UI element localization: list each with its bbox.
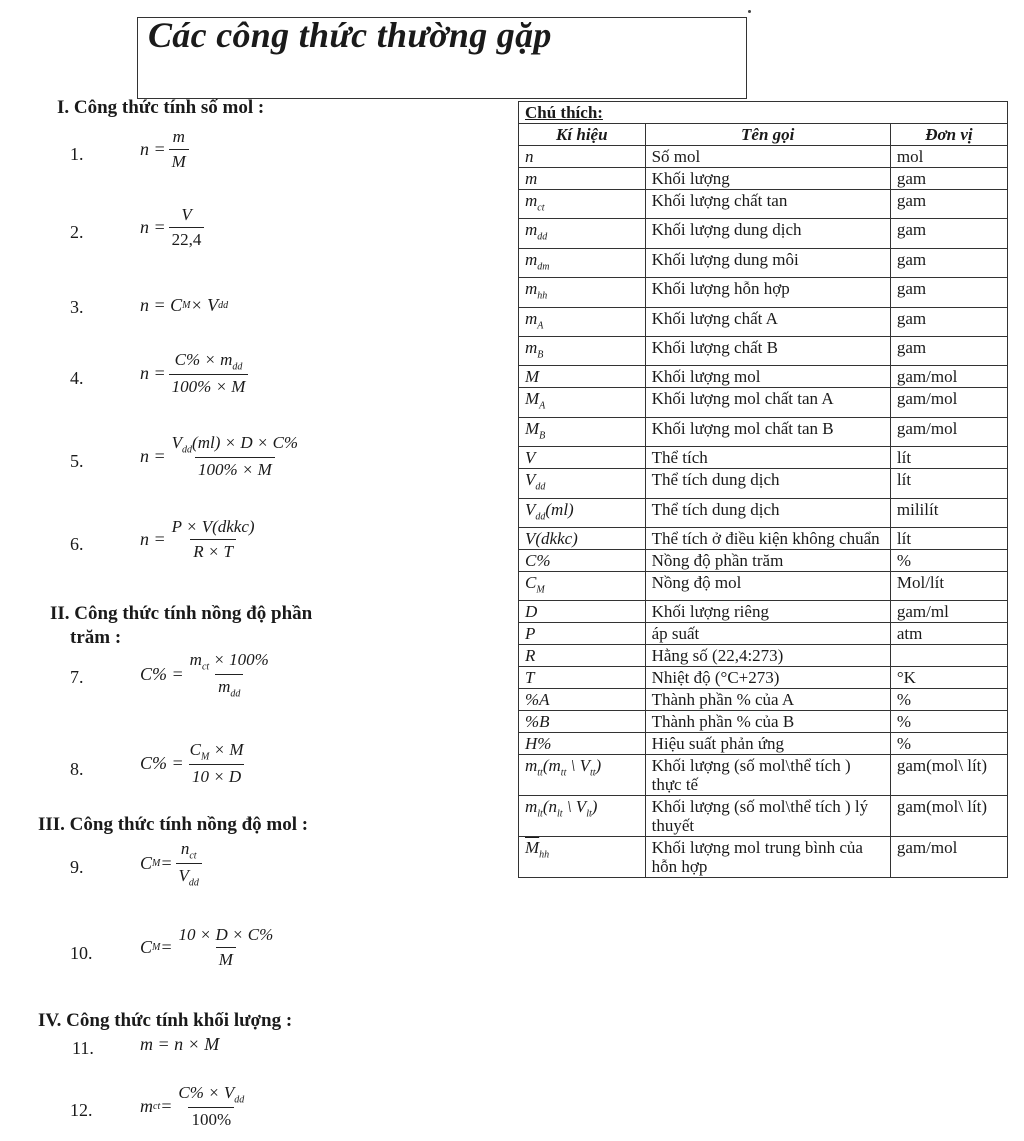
formula-2: n = $\frac{V}{22,4}$ — [140, 205, 207, 250]
legend-name: Khối lượng mol trung bình của hỗn hợp — [645, 837, 890, 878]
header-name: Tên gọi — [645, 124, 890, 146]
legend-symbol: P — [519, 623, 646, 645]
legend-symbol: $\overline{M}_{hh}$ — [519, 837, 646, 878]
legend-unit: gam — [890, 190, 1007, 219]
legend-unit: gam(mol\ lít) — [890, 755, 1007, 796]
legend-row — [519, 469, 1008, 498]
legend-unit: atm — [890, 623, 1007, 645]
legend-row — [519, 711, 1008, 733]
legend-name: Khối lượng mol — [645, 366, 890, 388]
legend-name: Thể tích dung dịch — [645, 469, 890, 498]
formula-11: m = n × M — [140, 1034, 220, 1054]
legend-symbol: $m_{ct}$ — [519, 190, 646, 219]
legend-row — [519, 571, 1008, 600]
formula-6: n = $\frac{\text{P × V(dkkc)}}{R \times T}$ — [140, 517, 255, 561]
legend-symbol: %B — [519, 711, 646, 733]
formula-1: n = $\frac{m}{M}$ — [140, 127, 192, 172]
legend-row — [519, 733, 1008, 755]
formula-number: 1. — [70, 144, 84, 164]
legend-row — [519, 336, 1008, 365]
formula-4: n = $\frac{C\% \times m_{dd}}{100\% \times M}$ — [140, 350, 251, 397]
legend-row — [519, 388, 1008, 417]
formula-number: 12. — [70, 1100, 93, 1120]
legend-table — [518, 101, 1008, 878]
legend-row — [519, 366, 1008, 388]
section-heading-molar: III. Công thức tính nồng độ mol : — [38, 814, 309, 835]
legend-symbol: %A — [519, 689, 646, 711]
header-unit: Đơn vị — [890, 124, 1007, 146]
legend-symbol: V — [519, 447, 646, 469]
formula-number: 11. — [72, 1038, 94, 1058]
legend-row — [519, 146, 1008, 168]
legend-name: Khối lượng (số mol\thể tích ) thực tế — [645, 755, 890, 796]
page-title: Các công thức thường gặp — [148, 15, 552, 55]
legend-row — [519, 549, 1008, 571]
legend-row — [519, 417, 1008, 446]
legend-name: Khối lượng chất B — [645, 336, 890, 365]
formula-12: m ct = $\frac{C\% \times V_{dd}}{100\%}$ — [140, 1083, 245, 1130]
legend-symbol: T — [519, 667, 646, 689]
legend-row — [519, 498, 1008, 527]
legend-unit: % — [890, 689, 1007, 711]
legend-name: Khối lượng chất tan — [645, 190, 890, 219]
formula-number: 4. — [70, 368, 84, 388]
legend-symbol: $m_{dd}$ — [519, 219, 646, 248]
formula-10: C M = $\frac{10 \times D \times C\%}{M}$ — [140, 925, 274, 969]
legend-name: Khối lượng mol chất tan B — [645, 417, 890, 446]
legend-unit: % — [890, 549, 1007, 571]
legend-name: Khối lượng dung môi — [645, 248, 890, 277]
legend-symbol: $M_B$ — [519, 417, 646, 446]
legend-unit: gam/ml — [890, 601, 1007, 623]
legend-symbol: V(dkkc) — [519, 527, 646, 549]
legend-row — [519, 755, 1008, 796]
section-heading-mass: IV. Công thức tính khối lượng : — [38, 1010, 293, 1031]
legend-name: Nồng độ phần trăm — [645, 549, 890, 571]
legend-row — [519, 168, 1008, 190]
legend-row — [519, 527, 1008, 549]
legend-row — [519, 667, 1008, 689]
legend-unit: °K — [890, 667, 1007, 689]
formula-3: n = C M × V dd — [140, 295, 229, 315]
legend-name: Khối lượng chất A — [645, 307, 890, 336]
formula-number: 9. — [70, 857, 84, 877]
formula-number: 7. — [70, 667, 84, 687]
legend-name: Khối lượng dung dịch — [645, 219, 890, 248]
legend-unit: gam — [890, 307, 1007, 336]
formula-number: 8. — [70, 759, 84, 779]
legend-symbol: R — [519, 645, 646, 667]
legend-name: Nồng độ mol — [645, 571, 890, 600]
legend-name: Hằng số (22,4:273) — [645, 645, 890, 667]
legend-row — [519, 219, 1008, 248]
legend-symbol: $m_{dm}$ — [519, 248, 646, 277]
legend-unit: lít — [890, 469, 1007, 498]
legend-unit: gam(mol\ lít) — [890, 796, 1007, 837]
legend-symbol: $M_A$ — [519, 388, 646, 417]
legend-symbol: $m_{tt}(m_{tt}$ \ $V_{tt}$) — [519, 755, 646, 796]
formula-8: C% = $\frac{C_M \times M}{10 \times D}$ — [140, 740, 244, 787]
legend-row — [519, 190, 1008, 219]
legend-name: Thể tích — [645, 447, 890, 469]
legend-name: áp suất — [645, 623, 890, 645]
legend-unit: % — [890, 733, 1007, 755]
legend-unit: mililít — [890, 498, 1007, 527]
section-heading-percent: II. Công thức tính nồng độ phần — [50, 603, 313, 624]
legend-symbol: $V_{dd}(ml)$ — [519, 498, 646, 527]
legend-name: Nhiệt độ (°C+273) — [645, 667, 890, 689]
legend-caption: Chú thích: — [519, 102, 1008, 124]
legend-unit: lít — [890, 447, 1007, 469]
legend-row — [519, 248, 1008, 277]
legend-unit: mol — [890, 146, 1007, 168]
legend-row — [519, 837, 1008, 878]
formula-5: n = $\frac{V_{dd}(ml) \times D \times C\%}{100\% \times M}$ — [140, 433, 299, 480]
legend-row — [519, 796, 1008, 837]
formula-9: C M = $\frac{n_{ct}}{V_{dd}}$ — [140, 839, 205, 889]
formula-number: 2. — [70, 222, 84, 242]
legend-symbol: D — [519, 601, 646, 623]
legend-symbol: $m_A$ — [519, 307, 646, 336]
legend-row — [519, 623, 1008, 645]
legend-unit: Mol/lít — [890, 571, 1007, 600]
legend-name: Thể tích ở điều kiện không chuẩn — [645, 527, 890, 549]
legend-unit: % — [890, 711, 1007, 733]
legend-symbol: $m_{hh}$ — [519, 278, 646, 307]
legend-name: Hiệu suất phản ứng — [645, 733, 890, 755]
formula-7: C% = $\frac{m_{ct} \times 100\%}{m_{dd}}$ — [140, 650, 269, 700]
header-symbol: Kí hiệu — [519, 124, 646, 146]
legend-symbol: $m_B$ — [519, 336, 646, 365]
legend-unit: gam — [890, 168, 1007, 190]
legend-unit: lít — [890, 527, 1007, 549]
legend-symbol: m — [519, 168, 646, 190]
formula-number: 3. — [70, 297, 84, 317]
legend-name: Thể tích dung dịch — [645, 498, 890, 527]
legend-symbol: H% — [519, 733, 646, 755]
legend-unit: gam — [890, 248, 1007, 277]
legend-name: Số mol — [645, 146, 890, 168]
legend-row — [519, 447, 1008, 469]
legend-name: Khối lượng (số mol\thể tích ) lý thuyết — [645, 796, 890, 837]
legend-unit: gam — [890, 219, 1007, 248]
legend-name: Khối lượng hỗn hợp — [645, 278, 890, 307]
section-heading-mol: I. Công thức tính số mol : — [57, 97, 265, 118]
stray-dot — [748, 10, 751, 13]
legend-row — [519, 689, 1008, 711]
legend-row — [519, 278, 1008, 307]
legend-name: Khối lượng — [645, 168, 890, 190]
legend-row — [519, 307, 1008, 336]
legend-symbol: C% — [519, 549, 646, 571]
legend-unit: gam/mol — [890, 366, 1007, 388]
legend-unit: gam/mol — [890, 388, 1007, 417]
legend-symbol: $m_{lt}(n_{lt}$ \ $V_{lt}$) — [519, 796, 646, 837]
legend-unit: gam — [890, 336, 1007, 365]
legend-unit: gam — [890, 278, 1007, 307]
section-heading-percent-cont: trăm : — [70, 627, 122, 648]
legend-name: Thành phần % của B — [645, 711, 890, 733]
legend-symbol: n — [519, 146, 646, 168]
legend-row — [519, 601, 1008, 623]
legend-name: Khối lượng mol chất tan A — [645, 388, 890, 417]
legend-symbol: $C_M$ — [519, 571, 646, 600]
formula-number: 5. — [70, 451, 84, 471]
legend-name: Khối lượng riêng — [645, 601, 890, 623]
legend-row — [519, 645, 1008, 667]
legend-symbol: M — [519, 366, 646, 388]
legend-unit: gam/mol — [890, 837, 1007, 878]
formula-number: 10. — [70, 943, 93, 963]
legend-name: Thành phần % của A — [645, 689, 890, 711]
legend-unit — [890, 645, 1007, 667]
formula-number: 6. — [70, 534, 84, 554]
legend-symbol: $V_{dd}$ — [519, 469, 646, 498]
legend-unit: gam/mol — [890, 417, 1007, 446]
